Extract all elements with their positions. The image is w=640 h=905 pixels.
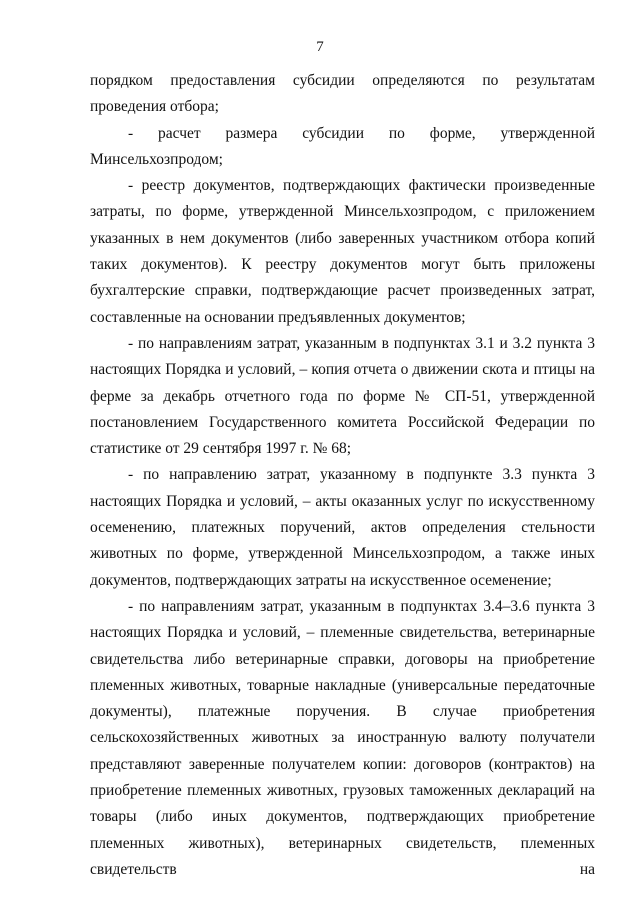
page-number: 7 (316, 39, 324, 55)
document-body (90, 68, 595, 883)
paragraph-livestock-report: - по направлениям затрат, указанным в подпунктах 3.1 и 3.2 пункта 3 настоящих Порядка и условий, – копия отчета о движении скота и птицы на ферме за декабрь отчетного года по форме № СП-51, утвержденной постановлением Государственного комитета Российской Федерации по статистике от 29 сентября 1997 г. № 68; (90, 334, 595, 458)
paragraph-documents-registry: - реестр документов, подтверждающих фактически произведенные затраты, по форме, утвержденной Минсельхозпродом, с приложением указанных в нем документов (либо заверенных участником отбора копий таких документов). К реестру документов могут быть приложены бухгалтерские справки, подтверждающие расчет произведенных затрат, составленные на основании предъявленных документов; (90, 177, 595, 326)
paragraph-subsidy-calculation: - расчет размера субсидии по форме, утвержденной Минсельхозпродом; (90, 124, 595, 168)
paragraph-breeding-animals: - по направлениям затрат, указанным в подпунктах 3.4–3.6 пункта 3 настоящих Порядка и условий, – племенные свидетельства, ветеринарные свидетельства либо ветеринарные справки, договоры на приобретение племенных животных, товарные накладные (универсальные передаточные документы), платежные поручения. В случае приобретения сельскохозяйственных животных за иностранную валюту получатели представляют заверенные получателем копии: договоров (контрактов) на приобретение племенных животных, грузовых таможенных деклараций на товары (либо иных документов, подтверждающих приобретение племенных животных), ветеринарных свидетельств, племенных свидетельств на (90, 597, 595, 878)
paragraph-selection-results: порядком предоставления субсидии определяются по результатам проведения отбора; (90, 72, 595, 116)
paragraph-artificial-insemination: - по направлению затрат, указанному в подпункте 3.3 пункта 3 настоящих Порядка и условий, – акты оказанных услуг по искусственному осеменению, платежных поручений, актов определения стельности животных по форме, утвержденной Минсельхозпродом, а также иных документов, подтверждающих затраты на искусственное осеменение; (90, 466, 595, 589)
